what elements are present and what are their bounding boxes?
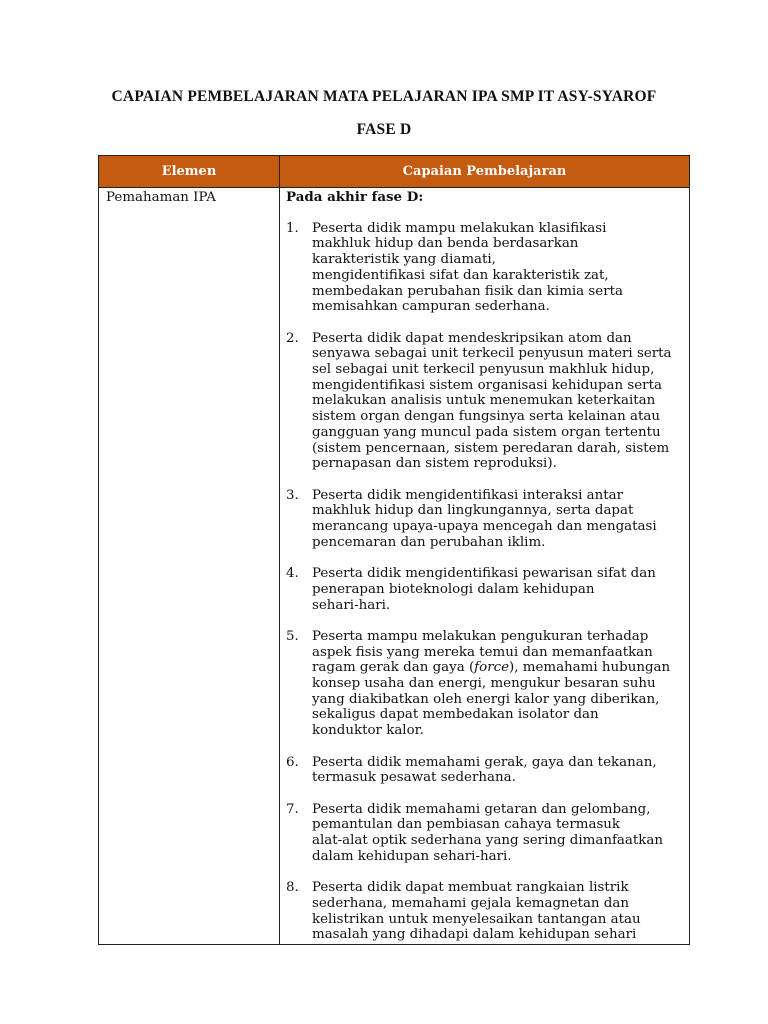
list-item-line: sekaligus dapat membedakan isolator dan	[312, 707, 599, 723]
list-item	[286, 566, 686, 613]
list-item-number: 1.	[286, 220, 299, 236]
list-item-line: Peserta mampu melakukan pengukuran terhadap	[312, 628, 649, 644]
list-item-number: 8.	[286, 880, 299, 896]
header-divider	[99, 187, 689, 188]
list-item-line: melakukan analisis untuk menemukan keterkaitan	[312, 393, 656, 409]
document-title: CAPAIAN PEMBELAJARAN MATA PELAJARAN IPA SMP IT ASY-SYAROF	[111, 88, 657, 105]
list-item-line: Peserta didik memahami getaran dan gelombang,	[312, 801, 651, 817]
list-item-line: masalah yang dihadapi dalam kehidupan sehari	[312, 927, 637, 942]
header-capaian-pembelajaran: Capaian Pembelajaran	[402, 164, 567, 179]
list-item-line: makhluk hidup dan lingkungannya, serta dapat	[312, 503, 634, 519]
list-item-line: aspek fisis yang mereka temui dan memanfaatkan	[312, 644, 653, 660]
document-subtitle: FASE D	[356, 121, 412, 138]
list-item-line: penerapan bioteknologi dalam kehidupan	[312, 581, 595, 597]
list-item-line: sederhana, memahami gejala kemagnetan dan	[312, 895, 629, 911]
list-item-line: makhluk hidup dan benda berdasarkan	[312, 236, 579, 252]
list-item-number: 2.	[286, 330, 299, 346]
list-item-line: Peserta didik memahami gerak, gaya dan tekanan,	[312, 754, 657, 770]
list-item-line: dalam kehidupan sehari-hari.	[312, 848, 512, 864]
list-item-line: pernapasan dan sistem reproduksi).	[312, 456, 557, 472]
list-item-line: karakteristik yang diamati,	[312, 252, 496, 268]
list-item-line: ragam gerak dan gaya (force), memahami hubungan	[312, 660, 671, 676]
list-item	[286, 488, 686, 551]
list-item-line: Peserta didik dapat mendeskripsikan atom dan	[312, 330, 632, 346]
list-item-line: alat-alat optik sederhana yang sering dimanfaatkan	[312, 833, 663, 849]
list-item	[286, 880, 686, 942]
list-item-line: sistem organ dengan fungsinya serta kelainan atau	[312, 409, 660, 425]
capaian-list	[286, 221, 686, 942]
list-item	[286, 331, 686, 472]
list-item-line: Peserta didik dapat membuat rangkaian listrik	[312, 880, 629, 896]
list-item-number: 6.	[286, 754, 299, 770]
list-item-line: termasuk pesawat sederhana.	[312, 770, 516, 786]
list-item-line: gangguan yang muncul pada sistem organ tertentu	[312, 424, 661, 440]
column-divider	[279, 156, 280, 944]
capaian-heading: Pada akhir fase D:	[286, 190, 424, 205]
list-item-line: konsep usaha dan energi, mengukur besaran suhu	[312, 676, 656, 692]
list-item	[286, 629, 686, 739]
header-elemen: Elemen	[161, 164, 217, 179]
table-header-row	[99, 156, 689, 187]
list-item-line: Peserta didik mampu melakukan klasifikasi	[312, 220, 607, 236]
list-item-number: 4.	[286, 566, 299, 582]
list-item-line: membedakan perubahan fisik dan kimia serta	[312, 283, 623, 299]
list-item-line: konduktor kalor.	[312, 723, 424, 739]
list-item-line: senyawa sebagai unit terkecil penyusun materi serta	[312, 346, 672, 362]
elemen-cell: Pemahaman IPA	[106, 190, 216, 205]
list-item-line: merancang upaya-upaya mencegah dan mengatasi	[312, 519, 657, 535]
list-item-line: sel sebagai unit terkecil penyusun makhluk hidup,	[312, 362, 655, 378]
learning-outcomes-table	[98, 155, 690, 945]
list-item-line: mengidentifikasi sistem organisasi kehidupan serta	[312, 377, 662, 393]
list-item-line: Peserta didik mengidentifikasi interaksi antar	[312, 487, 624, 503]
list-item-line: memisahkan campuran sederhana.	[312, 299, 550, 315]
list-item	[286, 755, 686, 786]
list-item-line: Peserta didik mengidentifikasi pewarisan sifat dan	[312, 566, 656, 582]
list-item-number: 5.	[286, 628, 299, 644]
list-item-line: mengidentifikasi sifat dan karakteristik zat,	[312, 267, 609, 283]
list-item	[286, 221, 686, 315]
list-item-number: 7.	[286, 801, 299, 817]
list-item-line: kelistrikan untuk menyelesaikan tantangan atau	[312, 911, 641, 927]
list-item-line: yang diakibatkan oleh energi kalor yang diberikan,	[312, 691, 660, 707]
list-item-line: pencemaran dan perubahan iklim.	[312, 534, 546, 550]
list-item-line: pemantulan dan pembiasan cahaya termasuk	[312, 817, 621, 833]
capaian-cell	[286, 190, 686, 942]
list-item	[286, 802, 686, 865]
list-item-line: (sistem pencernaan, sistem peredaran darah, sistem	[312, 440, 670, 456]
list-item-line: sehari-hari.	[312, 597, 391, 613]
list-item-number: 3.	[286, 487, 299, 503]
